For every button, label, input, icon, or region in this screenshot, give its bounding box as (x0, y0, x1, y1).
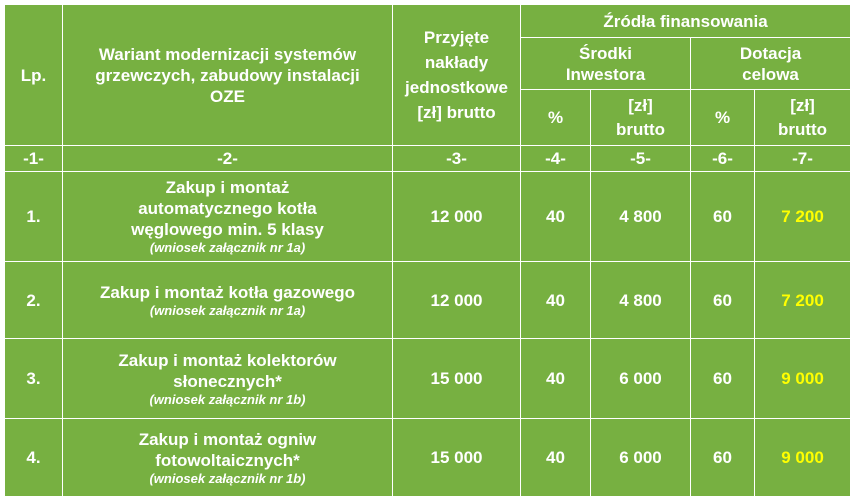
header-zrodla: Źródła finansowania (521, 5, 851, 38)
row-naklady: 15 000 (393, 419, 521, 497)
table-row (5, 262, 851, 339)
financing-table (4, 4, 851, 497)
row-lp: 1. (5, 172, 63, 262)
column-number: -4- (521, 146, 591, 172)
row-note: (wniosek załącznik nr 1a) (149, 240, 306, 255)
header-inw-zl-text: [zł] brutto (615, 95, 666, 139)
row-dot-zl: 9 000 (755, 419, 851, 497)
row-inw-pct: 40 (521, 419, 591, 497)
column-number: -2- (63, 146, 393, 172)
row-dot-pct: 60 (691, 262, 755, 339)
row-lp: 2. (5, 262, 63, 339)
header-naklady-line2: [zł] brutto (417, 103, 496, 122)
row-inw-zl: 6 000 (591, 339, 691, 419)
header-naklady (393, 5, 521, 146)
header-dotacja-text: Dotacja celowa (739, 43, 802, 84)
row-inw-pct: 40 (521, 172, 591, 262)
row-dot-zl: 7 200 (755, 262, 851, 339)
table-row (5, 419, 851, 497)
row-title: Zakup i montaż ogniw fotowoltaicznych* (138, 429, 317, 470)
table-row (5, 339, 851, 419)
row-description (63, 172, 393, 262)
row-naklady: 15 000 (393, 339, 521, 419)
header-dot-zl-text: [zł] brutto (777, 95, 828, 139)
financing-table-container (4, 4, 850, 496)
header-inw-zl (591, 90, 691, 146)
header-wariant-text: Wariant modernizacji systemów grzewczych, zabudowy instalacji OZE (95, 44, 360, 106)
header-dotacja (691, 38, 851, 90)
row-dot-pct: 60 (691, 339, 755, 419)
row-naklady: 12 000 (393, 262, 521, 339)
row-title: Zakup i montaż kolektorów słonecznych* (118, 350, 337, 391)
row-dot-pct: 60 (691, 172, 755, 262)
row-note: (wniosek załącznik nr 1b) (149, 470, 306, 486)
row-note: (wniosek załącznik nr 1b) (149, 391, 306, 407)
row-lp: 4. (5, 419, 63, 497)
row-inw-zl: 4 800 (591, 262, 691, 339)
header-inw-pct: % (521, 90, 591, 146)
header-row-1 (5, 5, 851, 38)
row-description (63, 419, 393, 497)
row-inw-zl: 6 000 (591, 419, 691, 497)
row-note: (wniosek załącznik nr 1a) (149, 302, 306, 318)
column-number: -7- (755, 146, 851, 172)
row-description (63, 262, 393, 339)
row-dot-zl: 7 200 (755, 172, 851, 262)
header-srodki-text: Środki Inwestora (565, 43, 646, 84)
row-title: Zakup i montaż automatycznego kotła węglowego min. 5 klasy (131, 178, 324, 239)
row-description (63, 339, 393, 419)
row-inw-pct: 40 (521, 339, 591, 419)
column-number: -5- (591, 146, 691, 172)
column-number: -3- (393, 146, 521, 172)
header-dot-zl (755, 90, 851, 146)
row-naklady: 12 000 (393, 172, 521, 262)
row-inw-pct: 40 (521, 262, 591, 339)
row-title: Zakup i montaż kotła gazowego (99, 282, 356, 302)
header-wariant (63, 5, 393, 146)
header-lp: Lp. (5, 5, 63, 146)
header-srodki (521, 38, 691, 90)
table-row (5, 172, 851, 262)
row-dot-zl: 9 000 (755, 339, 851, 419)
row-dot-pct: 60 (691, 419, 755, 497)
column-number: -1- (5, 146, 63, 172)
header-naklady-line1: Przyjęte nakłady jednostkowe (405, 28, 508, 97)
row-lp: 3. (5, 339, 63, 419)
column-number: -6- (691, 146, 755, 172)
row-inw-zl: 4 800 (591, 172, 691, 262)
column-number-row (5, 146, 851, 172)
header-dot-pct: % (691, 90, 755, 146)
